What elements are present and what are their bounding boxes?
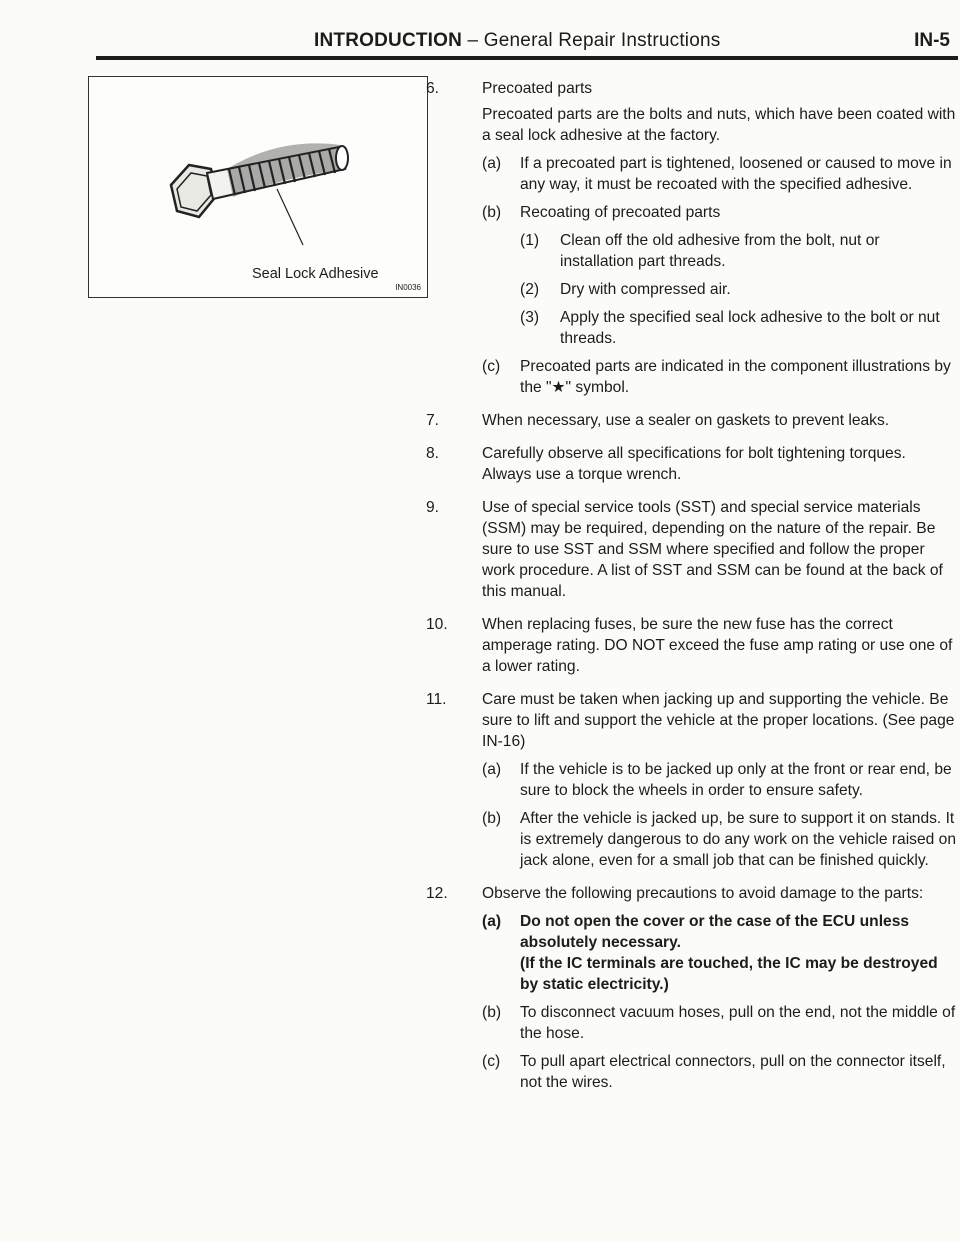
item-text: When necessary, use a sealer on gaskets to prevent leaks. <box>482 412 890 429</box>
sub-sub-label: (2) <box>520 281 540 298</box>
item-number: 7. <box>426 412 440 429</box>
sub-text: If the vehicle is to be jacked up only at the front or rear end, be sure to block the wheels in order to ensure safety. <box>520 761 952 799</box>
item-number: 11. <box>426 691 447 708</box>
item-text: Precoated parts are the bolts and nuts, which have been coated with a seal lock adhesive at the factory. <box>482 106 956 144</box>
item-title: Precoated parts <box>482 80 593 97</box>
page-number: IN-5 <box>914 30 950 51</box>
sub-item <box>482 1002 956 1044</box>
sub-label: (a) <box>482 761 502 778</box>
sub-text-bold-note: (If the IC terminals are touched, the IC may be destroyed by static electricity.) <box>520 955 938 993</box>
item-number: 9. <box>426 499 440 516</box>
sub-text-bold: Do not open the cover or the case of the ECU unless absolutely necessary. <box>520 913 910 951</box>
list-item <box>426 497 956 602</box>
sub-text: After the vehicle is jacked up, be sure to support it on stands. It is extremely dangerous to do any work on the vehicle raised on jack alone, even for a small job that can be finished quickly. <box>520 810 957 869</box>
item-text: Care must be taken when jacking up and supporting the vehicle. Be sure to lift and support the vehicle at the proper locations. (See page IN-16) <box>482 691 955 750</box>
sub-item <box>482 202 956 223</box>
figure-code: IN0036 <box>395 283 421 292</box>
header-title-rest: – General Repair Instructions <box>462 30 721 51</box>
sub-text: Recoating of precoated parts <box>520 204 721 221</box>
item-text: Carefully observe all specifications for bolt tightening torques. Always use a torque wrench. <box>482 445 906 483</box>
list-item <box>426 410 956 431</box>
sub-text: To pull apart electrical connectors, pull on the connector itself, not the wires. <box>520 1053 946 1091</box>
sub-text: To disconnect vacuum hoses, pull on the end, not the middle of the hose. <box>520 1004 956 1042</box>
header-title <box>314 30 720 52</box>
instructions-list <box>426 78 956 1105</box>
sub-sub-item <box>520 230 956 272</box>
figure-label: Seal Lock Adhesive <box>252 266 379 282</box>
sub-item <box>482 153 956 195</box>
item-number: 8. <box>426 445 440 462</box>
sub-item <box>482 356 956 398</box>
list-item <box>426 78 956 398</box>
sub-sub-label: (3) <box>520 309 540 326</box>
sub-label: (a) <box>482 913 502 930</box>
sub-sub-item <box>520 279 956 300</box>
sub-sub-text: Clean off the old adhesive from the bolt, nut or installation part threads. <box>560 232 880 270</box>
list-item <box>426 883 956 1093</box>
header-rule <box>96 56 958 60</box>
list-item <box>426 443 956 485</box>
list-item <box>426 689 956 871</box>
sub-item <box>482 1051 956 1093</box>
item-text: Observe the following precautions to avoid damage to the parts: <box>482 885 924 902</box>
sub-sub-label: (1) <box>520 232 540 249</box>
sub-label: (b) <box>482 204 502 221</box>
sub-sub-item <box>520 307 956 349</box>
bolt-figure <box>88 76 428 298</box>
sub-item <box>482 911 956 995</box>
list-item <box>426 614 956 677</box>
sub-sub-text: Dry with compressed air. <box>560 281 731 298</box>
sub-item <box>482 808 956 871</box>
sub-label: (c) <box>482 1053 501 1070</box>
item-number: 6. <box>426 80 440 97</box>
item-number: 12. <box>426 885 448 902</box>
item-text: When replacing fuses, be sure the new fuse has the correct amperage rating. DO NOT exceed the fuse amp rating or use one of a lower rating. <box>482 616 953 675</box>
page-header <box>96 30 956 56</box>
header-title-bold: INTRODUCTION <box>314 30 463 51</box>
sub-label: (b) <box>482 810 502 827</box>
item-text: Use of special service tools (SST) and special service materials (SSM) may be required, depending on the nature of the repair. Be sure to use SST and SSM where specified and follow the proper work procedure. A list of SST and SSM can be found at the back of this manual. <box>482 499 943 600</box>
sub-text: If a precoated part is tightened, loosened or caused to move in any way, it must be recoated with the specified adhesive. <box>520 155 952 193</box>
sub-item <box>482 759 956 801</box>
sub-text: Precoated parts are indicated in the component illustrations by the "★" symbol. <box>520 358 951 396</box>
sub-label: (b) <box>482 1004 502 1021</box>
sub-label: (c) <box>482 358 501 375</box>
sub-sub-text: Apply the specified seal lock adhesive to the bolt or nut threads. <box>560 309 940 347</box>
sub-label: (a) <box>482 155 502 172</box>
item-number: 10. <box>426 616 448 633</box>
